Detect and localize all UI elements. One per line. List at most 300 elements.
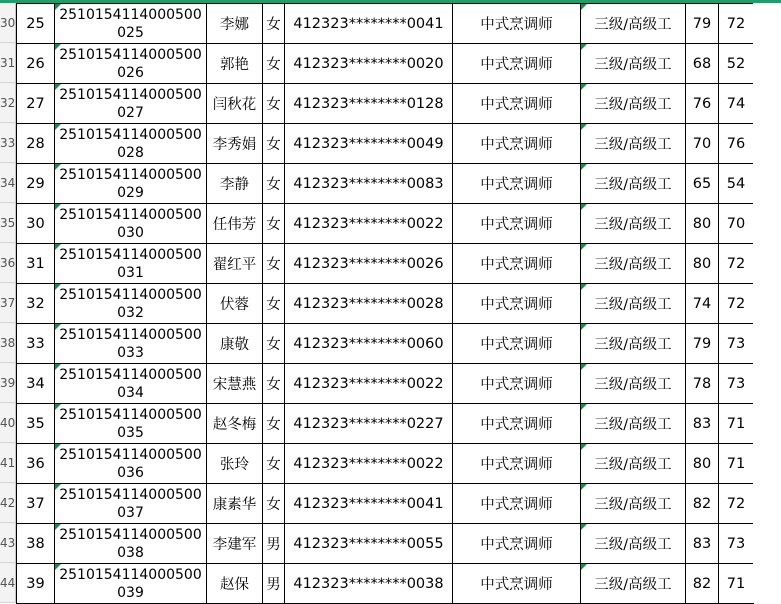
cell-name-text: 张玲 — [220, 457, 249, 473]
cell-occupation[interactable] — [453, 564, 581, 604]
cell-score-theory-text: 79 — [692, 335, 712, 352]
row-header[interactable]: 37 — [0, 283, 15, 323]
cell-occupation-text: 中式烹调师 — [480, 17, 553, 33]
cell-score-practical-text: 52 — [726, 55, 746, 72]
cell-id-card[interactable] — [285, 4, 453, 44]
cell-level[interactable] — [581, 4, 686, 44]
cell-level-text: 三级/高级工 — [594, 297, 672, 313]
cell-gender[interactable] — [263, 84, 285, 124]
cell-name[interactable] — [207, 44, 263, 84]
cell-gender[interactable] — [263, 204, 285, 244]
cell-score-theory-text: 82 — [692, 575, 712, 592]
cell-level[interactable] — [581, 204, 686, 244]
cell-ticket-id[interactable] — [55, 324, 207, 364]
cell-ticket-id-text: 2510154114000500028 — [59, 126, 202, 161]
text-number-marker-icon — [55, 444, 61, 450]
cell-level[interactable] — [581, 124, 686, 164]
text-number-marker-icon — [55, 404, 61, 410]
cell-score-theory[interactable] — [686, 4, 719, 44]
row-header[interactable]: 35 — [0, 203, 15, 243]
cell-ticket-id-text: 2510154114000500037 — [59, 486, 202, 521]
cell-gender-text: 女 — [266, 257, 281, 273]
cell-score-theory[interactable] — [686, 84, 719, 124]
cell-occupation[interactable] — [453, 244, 581, 284]
cell-ticket-id-text: 2510154114000500039 — [59, 566, 202, 601]
cell-level-text: 三级/高级工 — [594, 417, 672, 433]
cell-id-card[interactable] — [285, 44, 453, 84]
cell-ticket-id[interactable] — [55, 164, 207, 204]
text-number-marker-icon — [581, 284, 587, 290]
cell-ticket-id[interactable] — [55, 44, 207, 84]
cell-id-card[interactable] — [285, 204, 453, 244]
cell-level[interactable] — [581, 444, 686, 484]
cell-name[interactable] — [207, 284, 263, 324]
cell-score-theory-text: 79 — [692, 15, 712, 32]
cell-score-practical-text: 73 — [726, 375, 746, 392]
text-number-marker-icon — [55, 84, 61, 90]
cell-id-card-text: 412323********0038 — [293, 575, 444, 592]
cell-score-practical-text: 72 — [726, 15, 746, 32]
cell-id-card[interactable] — [285, 324, 453, 364]
table-row — [17, 124, 754, 164]
cell-level-text: 三级/高级工 — [594, 457, 672, 473]
text-number-marker-icon — [55, 484, 61, 490]
cell-seq-no[interactable] — [17, 324, 55, 364]
cell-score-practical[interactable] — [719, 524, 754, 564]
text-number-marker-icon — [581, 404, 587, 410]
cell-name-text: 郭艳 — [220, 57, 249, 73]
cell-gender[interactable] — [263, 124, 285, 164]
cell-seq-no[interactable] — [17, 484, 55, 524]
cell-level[interactable] — [581, 484, 686, 524]
text-number-marker-icon — [55, 524, 61, 530]
cell-score-theory-text: 80 — [692, 215, 712, 232]
cell-ticket-id[interactable] — [55, 364, 207, 404]
cell-occupation[interactable] — [453, 44, 581, 84]
cell-gender[interactable] — [263, 364, 285, 404]
cell-occupation-text: 中式烹调师 — [480, 137, 553, 153]
cell-score-practical[interactable] — [719, 284, 754, 324]
cell-score-theory-text: 65 — [692, 175, 712, 192]
text-number-marker-icon — [581, 124, 587, 130]
row-header[interactable]: 33 — [0, 123, 15, 163]
table-row — [17, 84, 754, 124]
cell-level-text: 三级/高级工 — [594, 57, 672, 73]
cell-score-theory[interactable] — [686, 124, 719, 164]
cell-occupation[interactable] — [453, 364, 581, 404]
cell-name-text: 康素华 — [212, 497, 257, 513]
cell-occupation-text: 中式烹调师 — [480, 297, 553, 313]
cell-seq-no-text: 33 — [26, 335, 45, 352]
cell-score-theory[interactable] — [686, 244, 719, 284]
cell-score-practical[interactable] — [719, 124, 754, 164]
table-row — [17, 564, 754, 604]
row-header[interactable]: 30 — [0, 3, 15, 43]
empty-area[interactable] — [753, 3, 781, 603]
cell-level[interactable] — [581, 324, 686, 364]
text-number-marker-icon — [55, 124, 61, 130]
cell-gender-text: 男 — [266, 537, 281, 553]
cell-score-theory[interactable] — [686, 524, 719, 564]
table-row — [17, 364, 754, 404]
cell-ticket-id-text: 2510154114000500034 — [59, 366, 202, 401]
cell-gender-text: 女 — [266, 177, 281, 193]
cell-score-practical-text: 72 — [726, 295, 746, 312]
cell-seq-no-text: 35 — [26, 415, 45, 432]
cell-ticket-id[interactable] — [55, 84, 207, 124]
cell-score-practical-text: 73 — [726, 335, 746, 352]
cell-occupation-text: 中式烹调师 — [480, 577, 553, 593]
cell-id-card-text: 412323********0128 — [293, 95, 444, 112]
cell-score-practical[interactable] — [719, 324, 754, 364]
cell-gender[interactable] — [263, 484, 285, 524]
cell-score-theory[interactable] — [686, 324, 719, 364]
cell-id-card-text: 412323********0022 — [293, 215, 444, 232]
cell-gender-text: 女 — [266, 337, 281, 353]
cell-seq-no-text: 39 — [26, 575, 45, 592]
cell-level-text: 三级/高级工 — [594, 177, 672, 193]
cell-seq-no-text: 25 — [26, 15, 45, 32]
table-row — [17, 164, 754, 204]
cell-score-theory-text: 82 — [692, 495, 712, 512]
cell-score-practical[interactable] — [719, 364, 754, 404]
cell-seq-no[interactable] — [17, 244, 55, 284]
cell-occupation-text: 中式烹调师 — [480, 497, 553, 513]
cell-score-theory[interactable] — [686, 204, 719, 244]
cell-level[interactable] — [581, 364, 686, 404]
row-header[interactable]: 43 — [0, 523, 15, 563]
row-header[interactable]: 44 — [0, 563, 15, 603]
row-header[interactable]: 32 — [0, 83, 15, 123]
cell-gender[interactable] — [263, 164, 285, 204]
cell-name-text: 赵冬梅 — [212, 417, 257, 433]
cell-level-text: 三级/高级工 — [594, 537, 672, 553]
cell-name[interactable] — [207, 84, 263, 124]
cell-id-card-text: 412323********0028 — [293, 295, 444, 312]
row-header[interactable]: 40 — [0, 403, 15, 443]
cell-score-theory-text: 78 — [692, 375, 712, 392]
cell-name-text: 宋慧燕 — [212, 377, 257, 393]
cell-id-card[interactable] — [285, 564, 453, 604]
cell-score-practical-text: 71 — [726, 575, 746, 592]
row-header[interactable]: 31 — [0, 43, 15, 83]
cell-gender[interactable] — [263, 324, 285, 364]
cell-score-theory[interactable] — [686, 284, 719, 324]
cell-ticket-id[interactable] — [55, 244, 207, 284]
cell-id-card[interactable] — [285, 284, 453, 324]
cell-occupation[interactable] — [453, 324, 581, 364]
cell-name-text: 李娜 — [220, 17, 249, 33]
cell-seq-no-text: 31 — [26, 255, 45, 272]
cell-score-practical[interactable] — [719, 164, 754, 204]
cell-score-theory-text: 68 — [692, 55, 712, 72]
cell-seq-no-text: 29 — [26, 175, 45, 192]
text-number-marker-icon — [581, 484, 587, 490]
cell-seq-no-text: 30 — [26, 215, 45, 232]
cell-seq-no[interactable] — [17, 404, 55, 444]
cell-occupation[interactable] — [453, 84, 581, 124]
cell-ticket-id[interactable] — [55, 564, 207, 604]
cell-score-theory[interactable] — [686, 364, 719, 404]
cell-ticket-id[interactable] — [55, 204, 207, 244]
cell-name[interactable] — [207, 444, 263, 484]
cell-id-card-text: 412323********0022 — [293, 375, 444, 392]
cell-score-theory-text: 74 — [692, 295, 712, 312]
cell-ticket-id-text: 2510154114000500029 — [59, 166, 202, 201]
cell-id-card[interactable] — [285, 164, 453, 204]
cell-score-theory[interactable] — [686, 484, 719, 524]
cell-gender-text: 女 — [266, 417, 281, 433]
cell-seq-no[interactable] — [17, 564, 55, 604]
text-number-marker-icon — [581, 564, 587, 570]
cell-score-theory-text: 83 — [692, 535, 712, 552]
cell-seq-no-text: 37 — [26, 495, 45, 512]
text-number-marker-icon — [55, 364, 61, 370]
cell-id-card-text: 412323********0227 — [293, 415, 444, 432]
cell-id-card-text: 412323********0041 — [293, 495, 444, 512]
cell-level-text: 三级/高级工 — [594, 337, 672, 353]
cell-gender[interactable] — [263, 404, 285, 444]
text-number-marker-icon — [55, 204, 61, 210]
cell-occupation[interactable] — [453, 204, 581, 244]
cell-gender[interactable] — [263, 244, 285, 284]
cell-occupation-text: 中式烹调师 — [480, 217, 553, 233]
cell-seq-no[interactable] — [17, 4, 55, 44]
cell-occupation-text: 中式烹调师 — [480, 57, 553, 73]
text-number-marker-icon — [55, 324, 61, 330]
cell-score-practical-text: 76 — [726, 135, 746, 152]
cell-ticket-id-text: 2510154114000500032 — [59, 286, 202, 321]
cell-level[interactable] — [581, 284, 686, 324]
cell-score-theory[interactable] — [686, 404, 719, 444]
cell-score-theory-text: 76 — [692, 95, 712, 112]
cell-gender-text: 女 — [266, 497, 281, 513]
text-number-marker-icon — [581, 444, 587, 450]
cell-seq-no-text: 26 — [26, 55, 45, 72]
cell-name[interactable] — [207, 524, 263, 564]
cell-level-text: 三级/高级工 — [594, 257, 672, 273]
cell-ticket-id[interactable] — [55, 124, 207, 164]
cell-score-practical[interactable] — [719, 244, 754, 284]
cell-seq-no[interactable] — [17, 84, 55, 124]
cell-score-theory-text: 83 — [692, 415, 712, 432]
text-number-marker-icon — [55, 44, 61, 50]
cell-seq-no[interactable] — [17, 204, 55, 244]
cell-id-card-text: 412323********0049 — [293, 135, 444, 152]
cell-ticket-id-text: 2510154114000500038 — [59, 526, 202, 561]
row-header[interactable]: 38 — [0, 323, 15, 363]
cell-seq-no-text: 32 — [26, 295, 45, 312]
row-header[interactable]: 34 — [0, 163, 15, 203]
cell-ticket-id-text: 2510154114000500025 — [59, 6, 202, 41]
cell-name[interactable] — [207, 4, 263, 44]
cell-level[interactable] — [581, 244, 686, 284]
text-number-marker-icon — [581, 84, 587, 90]
table-row — [17, 204, 754, 244]
cell-seq-no[interactable] — [17, 164, 55, 204]
cell-seq-no[interactable] — [17, 284, 55, 324]
cell-id-card-text: 412323********0083 — [293, 175, 444, 192]
cell-occupation-text: 中式烹调师 — [480, 417, 553, 433]
cell-seq-no-text: 34 — [26, 375, 45, 392]
row-header-column[interactable] — [0, 3, 16, 603]
text-number-marker-icon — [55, 4, 61, 10]
cell-score-theory[interactable] — [686, 164, 719, 204]
cell-id-card[interactable] — [285, 444, 453, 484]
text-number-marker-icon — [55, 164, 61, 170]
cell-occupation-text: 中式烹调师 — [480, 377, 553, 393]
cell-id-card-text: 412323********0060 — [293, 335, 444, 352]
row-header[interactable]: 36 — [0, 243, 15, 283]
cell-name[interactable] — [207, 364, 263, 404]
cell-score-practical-text: 71 — [726, 455, 746, 472]
cell-level[interactable] — [581, 44, 686, 84]
cell-seq-no[interactable] — [17, 524, 55, 564]
cell-occupation[interactable] — [453, 404, 581, 444]
cell-gender-text: 女 — [266, 377, 281, 393]
cell-name[interactable] — [207, 324, 263, 364]
cell-name[interactable] — [207, 564, 263, 604]
cell-gender-text: 女 — [266, 297, 281, 313]
table-row — [17, 324, 754, 364]
row-header[interactable]: 42 — [0, 483, 15, 523]
cell-score-practical[interactable] — [719, 404, 754, 444]
cell-id-card[interactable] — [285, 364, 453, 404]
cell-occupation-text: 中式烹调师 — [480, 177, 553, 193]
cell-gender-text: 女 — [266, 17, 281, 33]
cell-level-text: 三级/高级工 — [594, 217, 672, 233]
text-number-marker-icon — [581, 524, 587, 530]
cell-ticket-id[interactable] — [55, 284, 207, 324]
cell-level-text: 三级/高级工 — [594, 17, 672, 33]
cell-ticket-id[interactable] — [55, 4, 207, 44]
cell-name[interactable] — [207, 124, 263, 164]
cell-score-practical[interactable] — [719, 564, 754, 604]
table-row — [17, 44, 754, 84]
cell-score-theory[interactable] — [686, 564, 719, 604]
cell-id-card[interactable] — [285, 84, 453, 124]
cell-score-practical[interactable] — [719, 84, 754, 124]
text-number-marker-icon — [55, 284, 61, 290]
cell-name-text: 翟红平 — [212, 257, 257, 273]
table-row — [17, 244, 754, 284]
cell-score-practical-text: 71 — [726, 415, 746, 432]
cell-seq-no[interactable] — [17, 444, 55, 484]
row-header[interactable]: 41 — [0, 443, 15, 483]
cell-gender[interactable] — [263, 284, 285, 324]
cell-score-theory-text: 80 — [692, 255, 712, 272]
cell-gender[interactable] — [263, 44, 285, 84]
cell-occupation[interactable] — [453, 164, 581, 204]
cell-id-card[interactable] — [285, 124, 453, 164]
cell-id-card-text: 412323********0026 — [293, 255, 444, 272]
cell-ticket-id-text: 2510154114000500027 — [59, 86, 202, 121]
cell-score-practical[interactable] — [719, 4, 754, 44]
cell-ticket-id[interactable] — [55, 404, 207, 444]
cell-id-card-text: 412323********0022 — [293, 455, 444, 472]
cell-ticket-id[interactable] — [55, 444, 207, 484]
table-row — [17, 284, 754, 324]
text-number-marker-icon — [581, 204, 587, 210]
cell-level[interactable] — [581, 564, 686, 604]
cell-score-practical[interactable] — [719, 44, 754, 84]
text-number-marker-icon — [55, 244, 61, 250]
cell-id-card-text: 412323********0041 — [293, 15, 444, 32]
cell-level[interactable] — [581, 404, 686, 444]
cell-occupation[interactable] — [453, 284, 581, 324]
cell-gender-text: 女 — [266, 457, 281, 473]
cell-ticket-id-text: 2510154114000500026 — [59, 46, 202, 81]
cell-seq-no[interactable] — [17, 124, 55, 164]
cell-name-text: 任伟芳 — [212, 217, 257, 233]
cell-seq-no[interactable] — [17, 364, 55, 404]
cell-score-practical[interactable] — [719, 484, 754, 524]
cell-name[interactable] — [207, 404, 263, 444]
cell-ticket-id-text: 2510154114000500033 — [59, 326, 202, 361]
cell-gender[interactable] — [263, 564, 285, 604]
cell-level-text: 三级/高级工 — [594, 97, 672, 113]
cell-level[interactable] — [581, 84, 686, 124]
cell-gender-text: 男 — [266, 577, 281, 593]
text-number-marker-icon — [581, 4, 587, 10]
cell-ticket-id[interactable] — [55, 524, 207, 564]
cell-seq-no-text: 28 — [26, 135, 45, 152]
cell-name[interactable] — [207, 204, 263, 244]
cell-gender[interactable] — [263, 444, 285, 484]
cell-name[interactable] — [207, 484, 263, 524]
cell-name-text: 李静 — [220, 177, 249, 193]
cell-gender[interactable] — [263, 4, 285, 44]
cell-seq-no[interactable] — [17, 44, 55, 84]
cell-score-theory-text: 80 — [692, 455, 712, 472]
text-number-marker-icon — [55, 564, 61, 570]
cell-score-practical[interactable] — [719, 444, 754, 484]
cell-seq-no-text: 36 — [26, 455, 45, 472]
cell-id-card-text: 412323********0055 — [293, 535, 444, 552]
cell-id-card[interactable] — [285, 484, 453, 524]
cell-score-theory[interactable] — [686, 44, 719, 84]
cell-occupation[interactable] — [453, 444, 581, 484]
table-row — [17, 4, 754, 44]
cell-score-theory[interactable] — [686, 444, 719, 484]
cell-score-practical[interactable] — [719, 204, 754, 244]
cell-ticket-id-text: 2510154114000500030 — [59, 206, 202, 241]
cell-level[interactable] — [581, 524, 686, 564]
cell-id-card[interactable] — [285, 244, 453, 284]
cell-occupation-text: 中式烹调师 — [480, 257, 553, 273]
cell-level[interactable] — [581, 164, 686, 204]
cell-name-text: 李建军 — [212, 537, 257, 553]
cell-score-practical-text: 70 — [726, 215, 746, 232]
row-header[interactable]: 39 — [0, 363, 15, 403]
cell-name[interactable] — [207, 164, 263, 204]
data-table — [16, 3, 754, 604]
cell-name-text: 闫秋花 — [212, 97, 257, 113]
cell-occupation[interactable] — [453, 524, 581, 564]
cell-name[interactable] — [207, 244, 263, 284]
cell-occupation[interactable] — [453, 4, 581, 44]
cell-score-theory-text: 70 — [692, 135, 712, 152]
cell-gender-text: 女 — [266, 97, 281, 113]
cell-id-card[interactable] — [285, 404, 453, 444]
cell-ticket-id[interactable] — [55, 484, 207, 524]
cell-id-card[interactable] — [285, 524, 453, 564]
cell-occupation[interactable] — [453, 124, 581, 164]
cell-score-practical-text: 54 — [726, 175, 746, 192]
cell-score-practical-text: 73 — [726, 535, 746, 552]
cell-occupation[interactable] — [453, 484, 581, 524]
cell-gender[interactable] — [263, 524, 285, 564]
